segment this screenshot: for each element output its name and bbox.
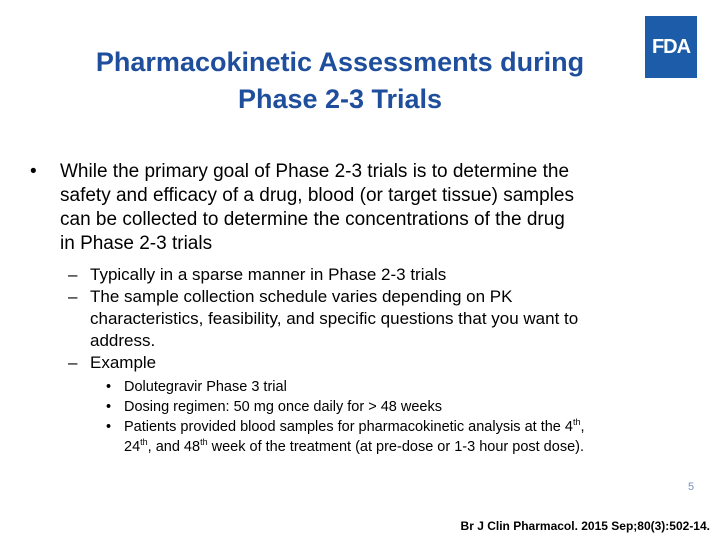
sub-bullet-2-line-1: The sample collection schedule varies depending on PK — [90, 287, 513, 306]
sub-bullet-3-text: Example — [90, 353, 157, 372]
dash-icon: – — [68, 353, 78, 372]
example-bullet-1 — [30, 377, 690, 397]
sub-bullet-2-line-3: address. — [90, 331, 156, 350]
main-bullet-line-3: can be collected to determine the concentrations of the drug — [60, 209, 565, 230]
page-number: 5 — [688, 481, 695, 493]
example-text-part-5: week of the treatment (at pre-dose or 1-3 hour post dose). — [207, 439, 584, 455]
fda-logo: FDA — [645, 16, 697, 78]
main-bullet-line-4: in Phase 2-3 trials — [60, 233, 213, 254]
main-bullet — [30, 160, 690, 256]
bullet-dot-icon: • — [30, 161, 37, 182]
example-text-part-4: , and 48 — [147, 439, 201, 455]
sub-bullet-1 — [30, 264, 690, 286]
main-bullet-line-1: While the primary goal of Phase 2-3 trials is to determine the — [60, 161, 570, 182]
bullet-dot-icon: • — [106, 399, 112, 415]
slide-body — [30, 160, 690, 457]
sub-bullet-3 — [30, 352, 690, 374]
title-line-2: Phase 2-3 Trials — [237, 84, 443, 114]
main-bullet-line-2: safety and efficacy of a drug, blood (or target tissue) samples — [60, 185, 574, 206]
sub-bullet-2 — [30, 286, 690, 352]
dash-icon: – — [68, 287, 78, 306]
example-text-part-1: Patients provided blood samples for pharmacokinetic analysis at the 4 — [124, 419, 573, 435]
example-bullet-3-line-2 — [124, 437, 690, 457]
slide-title — [60, 44, 620, 118]
bullet-dot-icon: • — [106, 379, 112, 395]
example-bullet-3 — [30, 417, 690, 457]
superscript-th: th — [200, 437, 208, 448]
example-text-part-3: 24 — [124, 439, 141, 455]
example-bullet-2-text: Dosing regimen: 50 mg once daily for > 48 weeks — [124, 399, 442, 415]
bullet-dot-icon: • — [106, 419, 112, 435]
sub-bullet-1-text: Typically in a sparse manner in Phase 2-3 trials — [90, 265, 447, 284]
superscript-th: th — [140, 437, 148, 448]
example-text-part-2: , — [580, 419, 585, 435]
title-line-1: Pharmacokinetic Assessments during — [95, 47, 585, 77]
superscript-th: th — [572, 417, 581, 428]
sub-bullet-2-line-2: characteristics, feasibility, and specific questions that you want to — [90, 309, 579, 328]
dash-icon: – — [68, 265, 78, 284]
example-bullet-3-line-1 — [124, 417, 690, 437]
citation: Br J Clin Pharmacol. 2015 Sep;80(3):502-14. — [460, 519, 710, 533]
example-bullet-1-text: Dolutegravir Phase 3 trial — [124, 379, 287, 395]
example-bullet-2 — [30, 397, 690, 417]
